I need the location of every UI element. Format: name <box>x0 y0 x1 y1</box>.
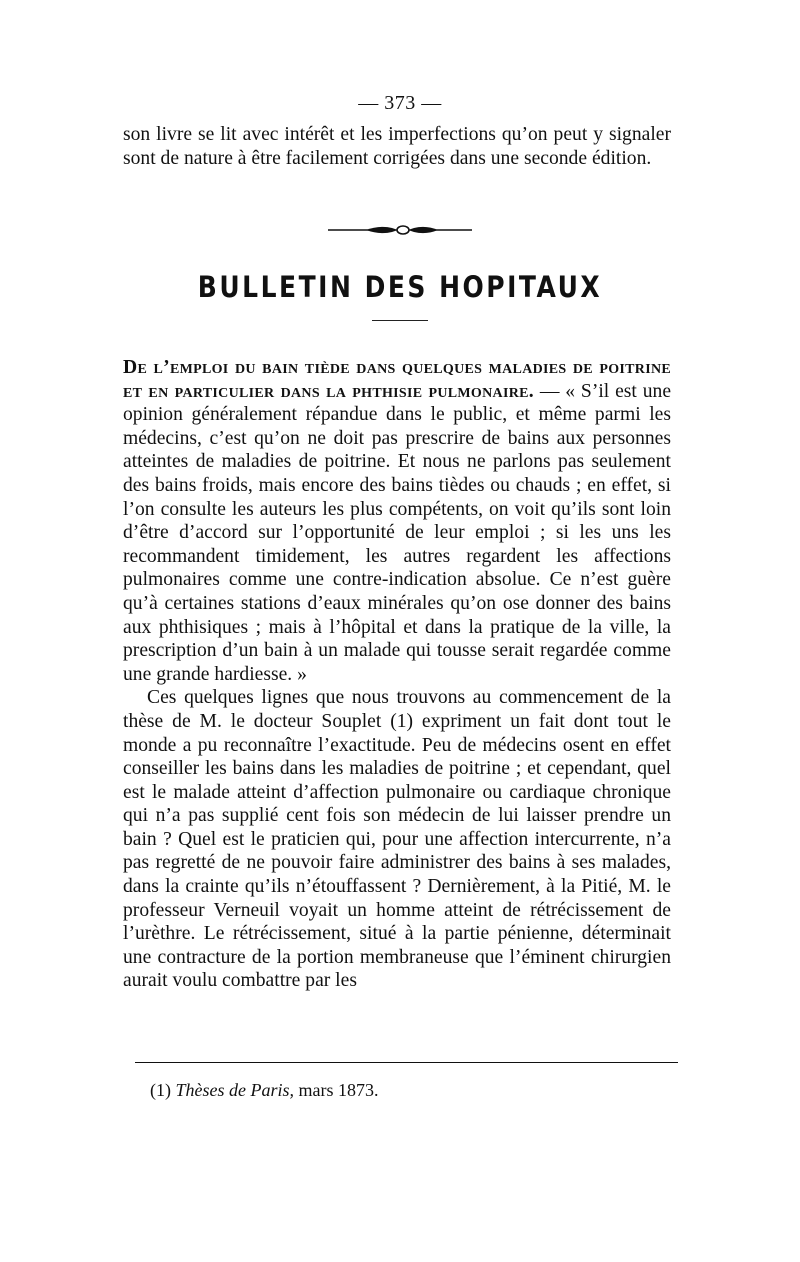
footnote-marker: (1) <box>150 1080 171 1100</box>
section-ornament <box>328 224 472 236</box>
footnote-date: mars 1873. <box>298 1080 379 1100</box>
article-paragraph-1 <box>123 356 671 686</box>
footnote-source: Thèses de Paris, <box>175 1080 294 1100</box>
continued-paragraph: son livre se lit avec intérêt et les imperfections qu’on peut y signaler sont de nature à être facilement corrigées dans une seconde édition. <box>123 124 671 169</box>
footnote-divider <box>135 1062 678 1063</box>
article-heading: De l’emploi du bain tiède dans quelques maladies de poitrine et en particulier dans la phthisie pulmonaire. <box>123 357 671 402</box>
article-paragraph-1-text: — « S’il est une opinion généralement répandue dans le public, et même parmi les médecins, c’est qu’on ne doit pas prescrire de bains aux personnes atteintes de maladies de poitrine. Et nous ne parlons pas seulement des bains froids, mais encore des bains tièdes ou chauds ; en effet, si l’on consulte les auteurs les plus compétents, on voit qu’ils sont loin d’être d’accord sur l’opportunité de leur emploi ; si les uns les recommandent timidement, les autres regardent les affections pulmonaires comme une contre-indication absolue. Ce n’est guère qu’à certaines stations d’eaux minérales qu’on ose donner des bains aux phthisiques ; mais à l’hôpital et dans la pratique de la ville, la prescription d’un bain à un malade qui tousse serait regardée comme une grande hardiesse. » <box>123 380 672 685</box>
footnote <box>150 1079 379 1101</box>
page-number: — 373 — <box>358 92 442 114</box>
article-body <box>123 356 671 993</box>
title-divider <box>372 320 428 321</box>
article-paragraph-2: Ces quelques lignes que nous trouvons au commencement de la thèse de M. le docteur Souplet (1) expriment un fait dont tout le monde a pu reconnaître l’exactitude. Peu de médecins osent en effet conseiller les bains dans les maladies de poitrine ; et cependant, quel est le malade atteint d’affection pulmonaire ou cardiaque chronique qui n’a pas supplié cent fois son médecin de lui laisser prendre un bain ? Quel est le praticien qui, pour une affection intercurrente, n’a pas regretté de ne pouvoir faire administrer des bains à ses malades, dans la crainte qu’ils n’étouffassent ? Dernièrement, à la Pitié, M. le professeur Verneuil voyait un homme atteint de rétrécissement de l’urèthre. Le rétrécissement, situé à la partie pénienne, déterminait une contracture de la portion membraneuse que l’éminent chirurgien aurait voulu combattre par les <box>123 687 671 992</box>
section-title: BULLETIN DES HOPITAUX <box>197 270 603 305</box>
